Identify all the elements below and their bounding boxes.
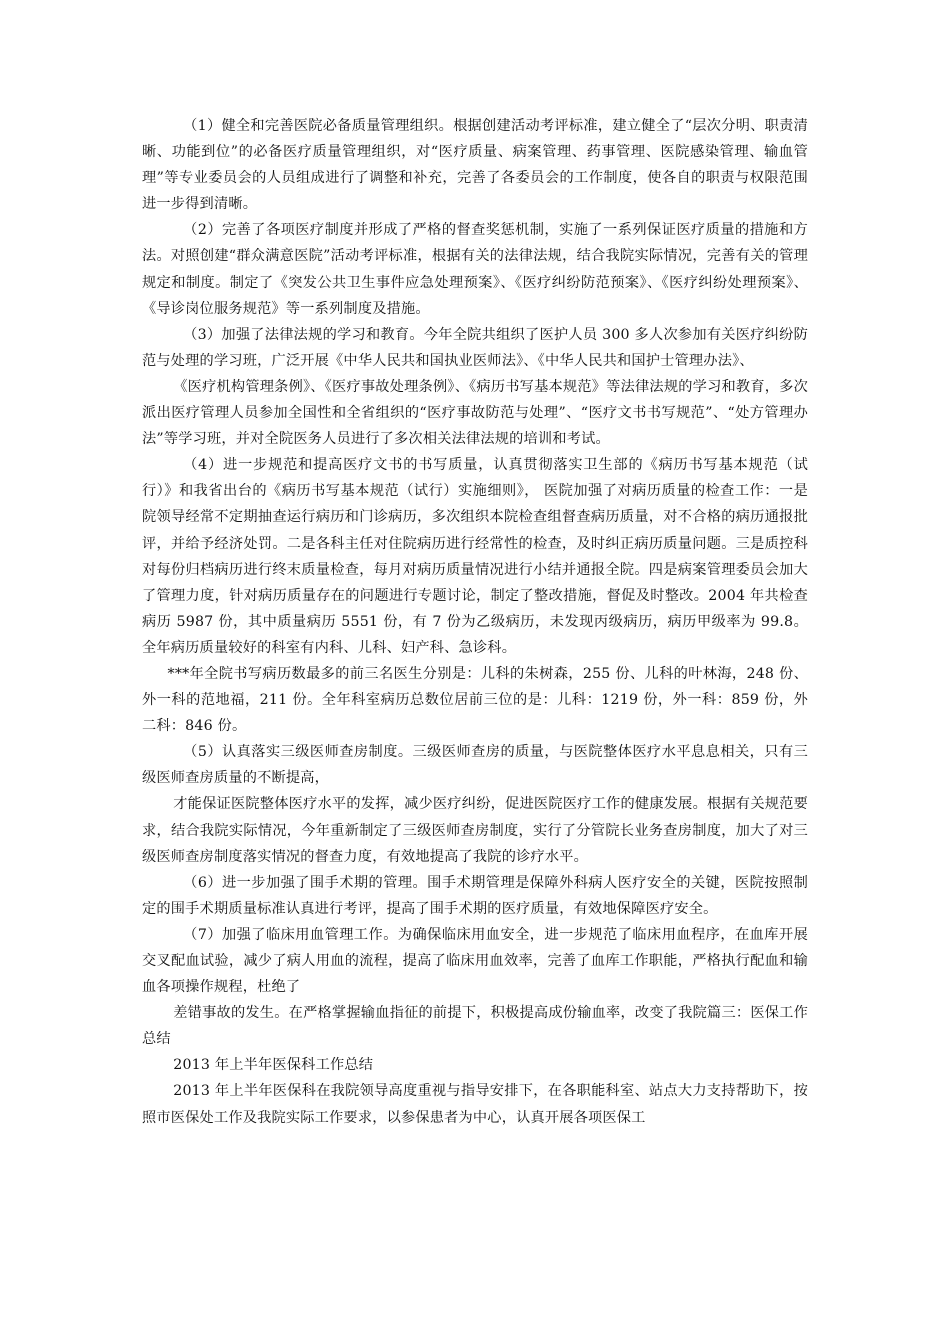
paragraph-11: 差错事故的发生。在严格掌握输血指征的前提下，积极提高成份输血率，改变了我院篇三：医保工作总结	[142, 1005, 808, 1048]
paragraph-12: 2013 年上半年医保科在我院领导高度重视与指导安排下，在各职能科室、站点大力支持帮助下，按照市医保处工作及我院实际工作要求，以参保患者为中心，认真开展各项医保工	[142, 1083, 808, 1126]
paragraph-9: （6）进一步加强了围手术期的管理。围手术期管理是保障外科病人医疗安全的关键，医院按照制定的围手术期质量标准认真进行考评，提高了围手术期的医疗质量，有效地保障医疗安全。	[142, 874, 808, 917]
paragraph-7: （5）认真落实三级医师查房制度。三级医师查房的质量，与医院整体医疗水平息息相关，只有三级医师查房质量的不断提高，	[142, 744, 808, 787]
paragraph-1: （1）健全和完善医院必备质量管理组织。根据创建活动考评标准，建立健全了“层次分明、职责清晰、功能到位”的必备医疗质量管理组织，对“医疗质量、病案管理、药事管理、医院感染管理、输血管理”等专业委员会的人员组成进行了调整和补充，完善了各委员会的工作制度，使各自的职责与权限范围进一步得到清晰。	[142, 118, 808, 213]
paragraph-8: 才能保证医院整体医疗水平的发挥，减少医疗纠纷，促进医院医疗工作的健康发展。根据有关规范要求，结合我院实际情况，今年重新制定了三级医师查房制度，实行了分管院长业务查房制度，加大了对三级医师查房制度落实情况的督查力度，有效地提高了我院的诊疗水平。	[142, 796, 808, 865]
paragraph-4: 《医疗机构管理条例》、《医疗事故处理条例》、《病历书写基本规范》等法律法规的学习和教育，多次派出医疗管理人员参加全国性和全省组织的“医疗事故防范与处理”、“医疗文书书写规范”、“处方管理办法”等学习班，并对全院医务人员进行了多次相关法律法规的培训和考试。	[142, 378, 808, 448]
paragraph-5: （4）进一步规范和提高医疗文书的书写质量，认真贯彻落实卫生部的《病历书写基本规范（试行）》和我省出台的《病历书写基本规范（试行）实施细则》， 医院加强了对病历质量的检查工作：一是院领导经常不定期抽查运行病历和门诊病历，多次组织本院检查组督查病历质量，对不合格的病历通报批评，并给予经济处罚。二是各科主任对住院病历进行经常性的检查，及时纠正病历质量问题。三是质控科对每份归档病历进行终末质量检查，每月对病历质量情况进行小结并通报全院。四是病案管理委员会加大了管理力度，针对病历质量存在的问题进行专题讨论，制定了整改措施，督促及时整改。2004 年共检查病历 5987 份，其中质量病历 5551 份，有 7 份为乙级病历，未发现丙级病历，病历甲级率为 99.8。全年病历质量较好的科室有内科、儿科、妇产科、急诊科。	[142, 457, 808, 656]
paragraph-3: （3）加强了法律法规的学习和教育。今年全院共组织了医护人员 300 多人次参加有关医疗纠纷防范与处理的学习班，广泛开展《中华人民共和国执业医师法》、《中华人民共和国护士管理办法》、	[142, 326, 808, 369]
paragraph-2: （2）完善了各项医疗制度并形成了严格的督查奖惩机制，实施了一系列保证医疗质量的措施和方法。对照创建“群众满意医院”活动考评标准，根据有关的法律法规，结合我院实际情况，完善有关的管理规定和制度。制定了《突发公共卫生事件应急处理预案》、《医疗纠纷防范预案》、《医疗纠纷处理预案》、《导诊岗位服务规范》等一系列制度及措施。	[142, 222, 808, 317]
paragraph-6: ***年全院书写病历数最多的前三名医生分别是：儿科的朱树森，255 份、儿科的叶林海，248 份、外一科的范地福，211 份。全年科室病历总数位居前三位的是：儿科：1219 份，外一科：859 份，外二科：846 份。	[142, 665, 808, 735]
section-heading: 2013 年上半年医保科工作总结	[173, 1057, 374, 1074]
paragraph-10: （7）加强了临床用血管理工作。为确保临床用血安全，进一步规范了临床用血程序，在血库开展交叉配血试验，减少了病人用血的流程，提高了临床用血效率，完善了血库工作职能，严格执行配血和输血各项操作规程，杜绝了	[142, 926, 808, 996]
document-body	[142, 113, 808, 1131]
